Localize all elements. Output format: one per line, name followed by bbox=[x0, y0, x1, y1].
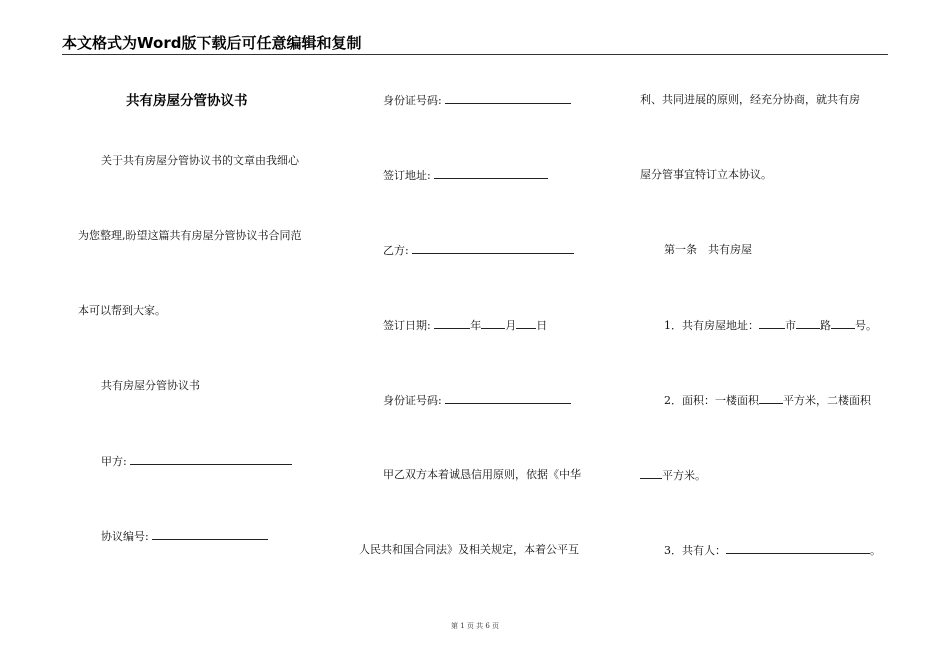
area-field bbox=[664, 393, 871, 408]
party-a-blank bbox=[130, 454, 292, 465]
road-blank bbox=[796, 318, 820, 329]
id-number-field-2 bbox=[383, 393, 571, 408]
sign-date-label: 签订日期: bbox=[383, 319, 431, 332]
id-number-blank-1 bbox=[445, 93, 571, 104]
body-para-line-1: 甲乙双方本着诚恳信用原则，依据《中华 bbox=[383, 468, 581, 481]
year-blank bbox=[434, 318, 470, 329]
party-a-field bbox=[101, 454, 292, 469]
party-a-label: 甲方: bbox=[101, 455, 127, 468]
party-b-field bbox=[383, 243, 574, 258]
article-1-heading: 第一条 共有房屋 bbox=[664, 243, 752, 256]
intro-line-2: 为您整理,盼望这篇共有房屋分管协议书合同范 bbox=[78, 229, 302, 242]
second-floor-area-blank bbox=[640, 468, 662, 479]
page-header: 本文格式为Word版下载后可任意编辑和复制 bbox=[62, 34, 888, 55]
co-owner-blank bbox=[726, 543, 870, 554]
agreement-number-label: 协议编号: bbox=[101, 530, 149, 543]
sign-place-field bbox=[383, 168, 548, 183]
body-para-line-2: 人民共和国合同法》及相关规定，本着公平互 bbox=[359, 543, 579, 556]
co-owner-field bbox=[664, 543, 881, 558]
area-field-cont bbox=[640, 468, 706, 483]
id-number-field-1 bbox=[383, 93, 571, 108]
sign-date-field bbox=[383, 318, 547, 333]
area-mid-label: 平方米，二楼面积 bbox=[783, 394, 871, 407]
month-label: 月 bbox=[505, 319, 517, 332]
number-blank bbox=[831, 318, 855, 329]
sign-place-label: 签订地址: bbox=[383, 169, 431, 182]
first-floor-area-blank bbox=[759, 393, 783, 404]
body-para-line-4: 屋分管事宜特订立本协议。 bbox=[640, 168, 772, 181]
sign-place-blank bbox=[434, 168, 548, 179]
id-number-blank-2 bbox=[445, 393, 571, 404]
intro-line-1: 关于共有房屋分管协议书的文章由我细心 bbox=[101, 154, 299, 167]
agreement-number-field bbox=[101, 529, 268, 544]
agreement-number-blank bbox=[152, 529, 268, 540]
party-b-blank bbox=[412, 243, 574, 254]
area-label: 2．面积：一楼面积 bbox=[664, 394, 759, 407]
document-title: 共有房屋分管协议书 bbox=[126, 93, 248, 109]
intro-line-3: 本可以帮到大家。 bbox=[78, 304, 166, 317]
party-b-label: 乙方: bbox=[383, 244, 409, 257]
day-blank bbox=[516, 318, 536, 329]
id-number-label-1: 身份证号码: bbox=[383, 94, 442, 107]
agreement-subtitle: 共有房屋分管协议书 bbox=[101, 379, 200, 392]
body-para-line-3: 利、共同进展的原则，经充分协商，就共有房 bbox=[640, 93, 860, 106]
number-label: 号。 bbox=[855, 319, 877, 332]
year-label: 年 bbox=[470, 319, 482, 332]
city-blank bbox=[759, 318, 785, 329]
area-end-label: 平方米。 bbox=[662, 469, 706, 482]
day-label: 日 bbox=[536, 319, 548, 332]
road-label: 路 bbox=[820, 319, 831, 332]
co-owner-end: 。 bbox=[870, 544, 881, 557]
id-number-label-2: 身份证号码: bbox=[383, 394, 442, 407]
page-footer: 第 1 页 共 6 页 bbox=[450, 622, 500, 630]
co-owner-label: 3．共有人： bbox=[664, 544, 726, 557]
house-address-field bbox=[664, 318, 877, 333]
city-label: 市 bbox=[785, 319, 796, 332]
month-blank bbox=[481, 318, 505, 329]
house-address-label: 1．共有房屋地址： bbox=[664, 319, 759, 332]
